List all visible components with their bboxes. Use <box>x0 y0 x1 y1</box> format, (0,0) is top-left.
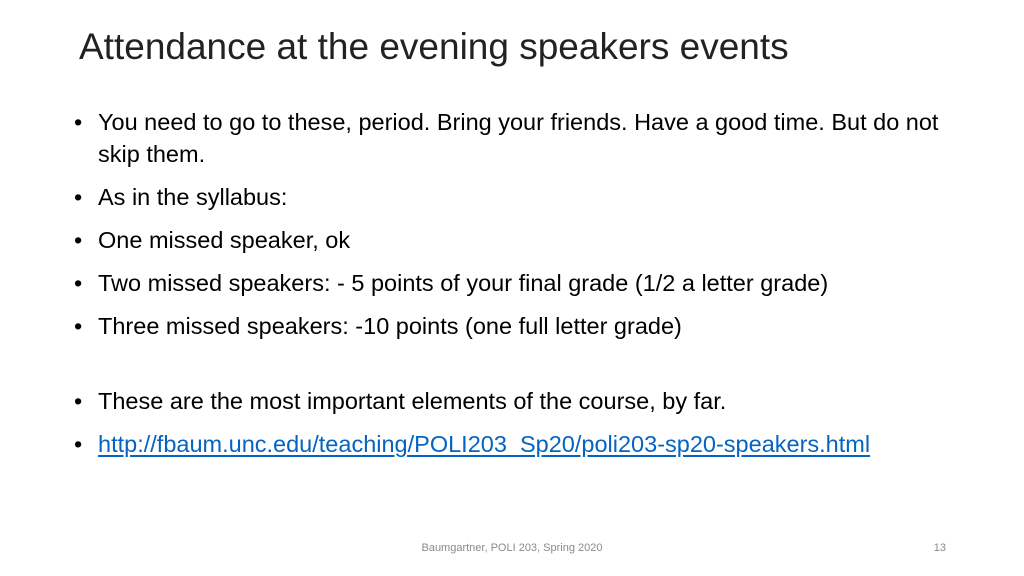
bullet-icon: • <box>74 388 83 414</box>
bullet-icon: • <box>74 313 83 339</box>
bullet-icon: • <box>74 184 83 210</box>
bullet-list <box>74 106 974 471</box>
bullet-icon: • <box>74 227 83 253</box>
bullet-text: Two missed speakers: - 5 points of your final grade (1/2 a letter grade) <box>98 270 829 296</box>
bullet-text: These are the most important elements of the course, by far. <box>98 388 727 414</box>
bullet-icon: • <box>74 270 83 296</box>
bullet-text: You need to go to these, period. Bring your friends. Have a good time. But do not skip them. <box>98 109 939 167</box>
speakers-page-link[interactable]: http://fbaum.unc.edu/teaching/POLI203_Sp20/poli203-sp20-speakers.html <box>98 431 871 457</box>
bullet-icon: • <box>74 109 83 135</box>
bullet-attend-events <box>74 106 974 170</box>
bullet-text: As in the syllabus: <box>98 184 288 210</box>
bullet-icon: • <box>74 431 83 457</box>
slide-number: 13 <box>933 542 946 554</box>
bullet-text: Three missed speakers: -10 points (one full letter grade) <box>98 313 682 339</box>
bullet-one-missed <box>74 224 974 256</box>
bullet-text: One missed speaker, ok <box>98 227 351 253</box>
slide-footer: Baumgartner, POLI 203, Spring 2020 <box>421 542 603 554</box>
bullet-three-missed <box>74 310 974 342</box>
bullet-speakers-link <box>74 428 974 460</box>
bullet-two-missed <box>74 267 974 299</box>
slide-title: Attendance at the evening speakers events <box>79 26 789 67</box>
bullet-most-important <box>74 385 974 417</box>
bullet-syllabus <box>74 181 974 213</box>
